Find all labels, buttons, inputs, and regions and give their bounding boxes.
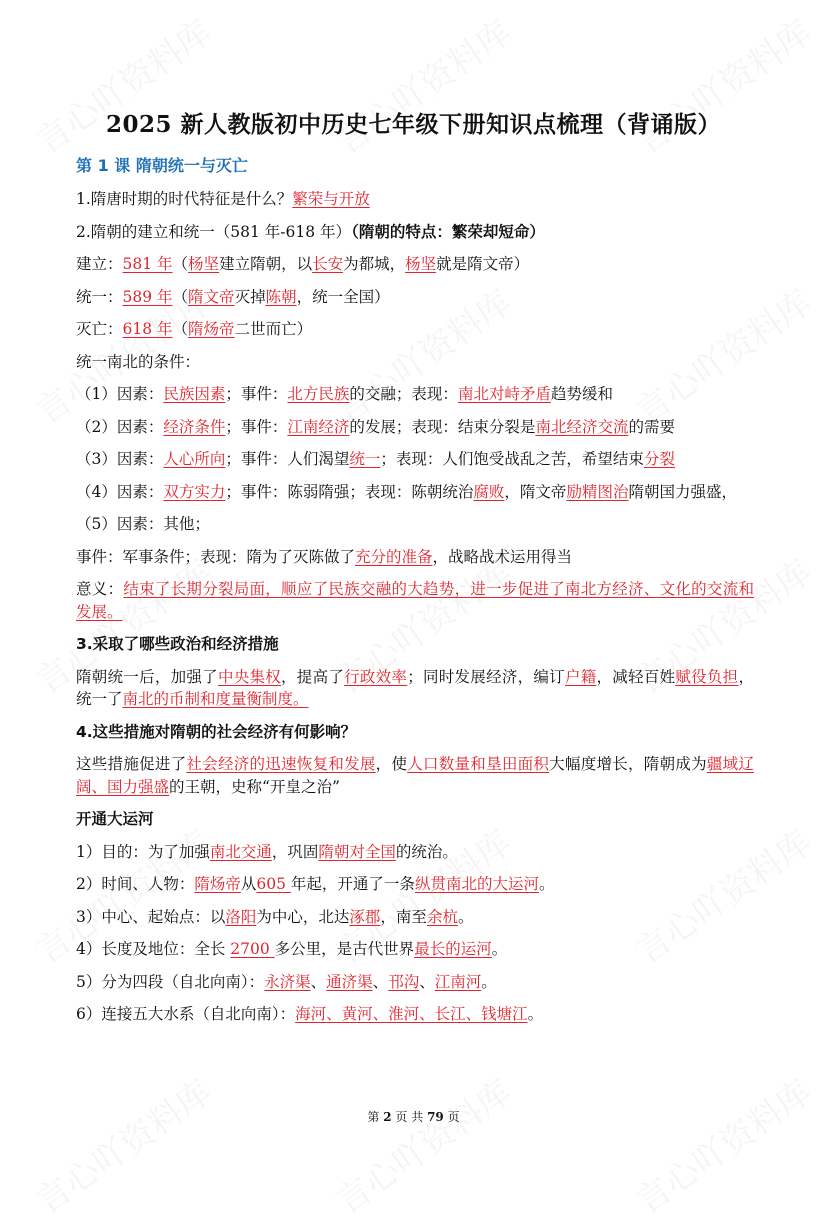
text-segment: 、: [419, 972, 435, 991]
key-point-text: 结束了长期分裂局面，顺应了民族交融的大趋势，进一步促进了南北方经济、文化的交流和发展。: [76, 580, 754, 621]
paragraph: [76, 481, 754, 504]
paragraph: [76, 351, 754, 374]
text-segment: ；事件：: [225, 417, 288, 436]
footer-middle: 页 共: [395, 1110, 424, 1124]
key-point-text: 最长的运河: [414, 940, 492, 958]
text-segment: ，统一了: [76, 667, 754, 708]
watermark-text: [24, 6, 219, 163]
key-point-text: 繁荣与开放: [292, 190, 370, 208]
text-segment: （1）因素：: [76, 385, 164, 403]
text-segment: 。: [527, 1005, 544, 1023]
key-point-text: 通济渠: [326, 972, 373, 991]
text-segment: 1.隋唐时期的时代特征是什么？: [76, 190, 293, 208]
watermark-text: [624, 1066, 819, 1223]
text-segment: 灭掉: [234, 287, 266, 306]
paragraph: [76, 841, 754, 864]
paragraph: [76, 448, 754, 471]
key-point-text: 余杭: [426, 907, 458, 926]
text-segment: 3）中心、起始点：以: [76, 907, 226, 926]
key-point-text: 南北经济交流: [535, 417, 629, 436]
text-segment: ；同时发展经济，编订: [407, 667, 565, 686]
text-segment: 2.隋朝的建立和统一（581 年-618 年）: [76, 222, 352, 241]
text-segment: 、: [310, 972, 327, 991]
section-heading: [76, 721, 754, 744]
key-point-text: 581 年: [122, 255, 173, 273]
text-segment: 统一：: [76, 287, 123, 306]
text-segment: 二世而亡）: [234, 320, 313, 338]
text-segment: （: [172, 287, 189, 306]
text-segment: 。: [538, 875, 555, 893]
paragraph: [76, 416, 754, 439]
key-point-text: 海河、黄河、淮河、长江、钱塘江: [295, 1005, 528, 1023]
key-point-text: 605: [256, 875, 291, 893]
key-point-text: 腐败: [473, 482, 505, 501]
key-point-text: 南北交通: [209, 842, 272, 861]
text-segment: 统一南北的条件：: [76, 352, 201, 371]
footer-suffix: 页: [447, 1110, 460, 1124]
key-point-text: 陈朝: [265, 287, 297, 306]
text-segment: 为中心，北达: [256, 907, 350, 926]
text-segment: ，减轻百姓: [596, 667, 676, 686]
text-segment: 隋朝统一后，加强了: [76, 667, 218, 686]
text-segment: 多公里，是古代世界: [274, 940, 415, 958]
text-segment: 建立隋朝，以: [219, 255, 313, 273]
key-point-text: 江南河: [434, 972, 482, 991]
text-segment: 。: [481, 972, 497, 991]
text-segment: （4）因素：: [76, 482, 164, 501]
paragraph: [76, 318, 754, 341]
text-segment: 2）时间、人物：: [76, 875, 195, 893]
text-segment: ，南至: [380, 907, 427, 926]
text-segment: 从: [240, 875, 257, 893]
text-segment: 。: [491, 940, 508, 958]
total-pages: 79: [427, 1110, 444, 1124]
paragraph: [76, 873, 754, 896]
text-segment: （: [172, 255, 189, 273]
watermark-text: [24, 1066, 219, 1223]
page-footer: [0, 1108, 827, 1125]
key-point-text: 人心所向: [163, 450, 226, 468]
text-segment: 3.采取了哪些政治和经济措施: [76, 635, 279, 653]
text-segment: 的王朝，史称“开皇之治”: [169, 777, 340, 796]
key-point-text: 杨坚: [405, 255, 437, 273]
paragraph: [76, 971, 754, 994]
paragraph: [76, 188, 754, 211]
paragraph: [76, 286, 754, 309]
text-segment: 年起，开通了一条: [290, 875, 415, 893]
text-segment: 大幅度增长，隋朝成为: [549, 755, 707, 773]
key-point-text: 充分的准备: [355, 547, 433, 566]
paragraph: [76, 1003, 754, 1026]
text-segment: 4）长度及地位：全长: [76, 940, 231, 958]
key-point-text: 永济渠: [264, 972, 311, 991]
text-segment: 隋朝国力强盛，: [628, 482, 737, 501]
text-segment: 的需要: [628, 417, 675, 436]
paragraph: [76, 906, 754, 929]
key-point-text: 涿郡: [349, 907, 381, 926]
paragraph: [76, 753, 754, 798]
text-segment: 4.这些措施对隋朝的社会经济有何影响？: [76, 722, 357, 741]
key-point-text: 杨坚: [188, 255, 220, 273]
document-body: [76, 188, 754, 1036]
key-point-text: 江南经济: [287, 417, 350, 436]
text-segment: 。: [457, 907, 474, 926]
text-segment: 就是隋文帝）: [436, 255, 530, 273]
key-point-text: 隋朝对全国: [318, 842, 396, 861]
text-segment: （: [172, 320, 189, 338]
text-segment: 建立：: [76, 255, 123, 273]
text-segment: （2）因素：: [76, 417, 164, 436]
text-segment: 5）分为四段（自北向南）：: [76, 972, 265, 991]
key-point-text: 社会经济的迅速恢复和发展: [186, 755, 376, 773]
key-point-text: 统一: [349, 450, 381, 468]
lesson-heading: 第 1 课 隋朝统一与灭亡: [76, 156, 248, 175]
key-point-text: 分裂: [643, 450, 675, 468]
paragraph: [76, 383, 754, 406]
text-segment: 6）连接五大水系（自北向南）：: [76, 1005, 296, 1023]
key-point-text: 邗沟: [388, 972, 420, 991]
text-segment: ，统一全国）: [296, 287, 390, 306]
text-segment: 、: [372, 972, 389, 991]
text-segment: ；表现：人们饱受战乱之苦，希望结束: [380, 450, 644, 468]
section-heading: [76, 808, 754, 831]
key-point-text: 中央集权: [217, 667, 282, 686]
text-segment: （5）因素：其他；: [76, 515, 210, 533]
text-segment: ，使: [375, 755, 408, 773]
key-point-text: 589 年: [122, 287, 173, 306]
footer-prefix: 第: [367, 1110, 380, 1124]
key-point-text: 行政效率: [344, 667, 408, 686]
paragraph: [76, 513, 754, 536]
key-point-text: 经济条件: [163, 417, 226, 436]
text-segment: 灭亡：: [76, 320, 123, 338]
text-segment: ；事件：: [225, 385, 288, 403]
section-heading: [76, 633, 754, 656]
text-segment: ，提高了: [281, 667, 345, 686]
key-point-text: 民族因素: [163, 385, 226, 403]
paragraph: [76, 578, 754, 623]
text-segment: ；事件：陈弱隋强；表现：陈朝统治: [225, 482, 474, 501]
watermark-text: [324, 1066, 519, 1223]
paragraph: [76, 666, 754, 711]
watermark-text: [324, 6, 519, 163]
key-point-text: 2700: [230, 940, 275, 958]
text-segment: 趋势缓和: [550, 385, 613, 403]
paragraph: [76, 546, 754, 569]
text-segment: 事件：军事条件；表现：隋为了灭陈做了: [76, 547, 356, 566]
key-point-text: 励精图治: [566, 482, 629, 501]
text-segment: ，巩固: [271, 842, 319, 861]
key-point-text: 双方实力: [163, 482, 226, 501]
text-segment: 这些措施促进了: [76, 755, 187, 773]
text-segment: （3）因素：: [76, 450, 164, 468]
paragraph: [76, 253, 754, 276]
text-segment: ，隋文帝: [504, 482, 567, 501]
paragraph: [76, 938, 754, 961]
text-segment: ；事件：人们渴望: [225, 450, 350, 468]
key-point-text: 南北对峙矛盾: [457, 385, 551, 403]
key-point-text: 赋役负担: [675, 667, 739, 686]
page-title: 2025 新人教版初中历史七年级下册知识点梳理（背诵版）: [105, 111, 722, 138]
text-segment: 开通大运河: [76, 810, 154, 828]
watermark-text: [624, 6, 819, 163]
key-point-text: 北方民族: [287, 385, 350, 403]
key-point-text: 洛阳: [225, 907, 257, 926]
key-point-text: 南北的币制和度量衡制度。: [122, 690, 309, 708]
key-point-text: 疆域辽阔、国力强盛: [76, 755, 754, 796]
key-point-text: 人口数量和垦田面积: [407, 755, 550, 773]
text-segment: ，战略战术运用得当: [432, 547, 573, 566]
text-segment: 为都城，: [343, 255, 406, 273]
key-point-text: 618 年: [122, 320, 173, 338]
text-segment: 的统治。: [395, 842, 458, 861]
paragraph: [76, 221, 754, 244]
text-segment: 的发展；表现：结束分裂是: [349, 417, 536, 436]
text-segment: 1）目的：为了加强: [76, 842, 210, 861]
key-point-text: 隋炀帝: [194, 875, 241, 893]
key-point-text: 隋炀帝: [188, 320, 235, 338]
key-point-text: 纵贯南北的大运河: [414, 875, 539, 893]
text-segment: 的交融；表现：: [349, 385, 458, 403]
text-segment: 意义：: [76, 580, 124, 598]
bold-note: （隋朝的特点：繁荣却短命）: [351, 222, 545, 241]
key-point-text: 隋文帝: [188, 287, 235, 306]
current-page: 2: [383, 1110, 392, 1124]
key-point-text: 户籍: [564, 667, 597, 686]
key-point-text: 长安: [312, 255, 344, 273]
